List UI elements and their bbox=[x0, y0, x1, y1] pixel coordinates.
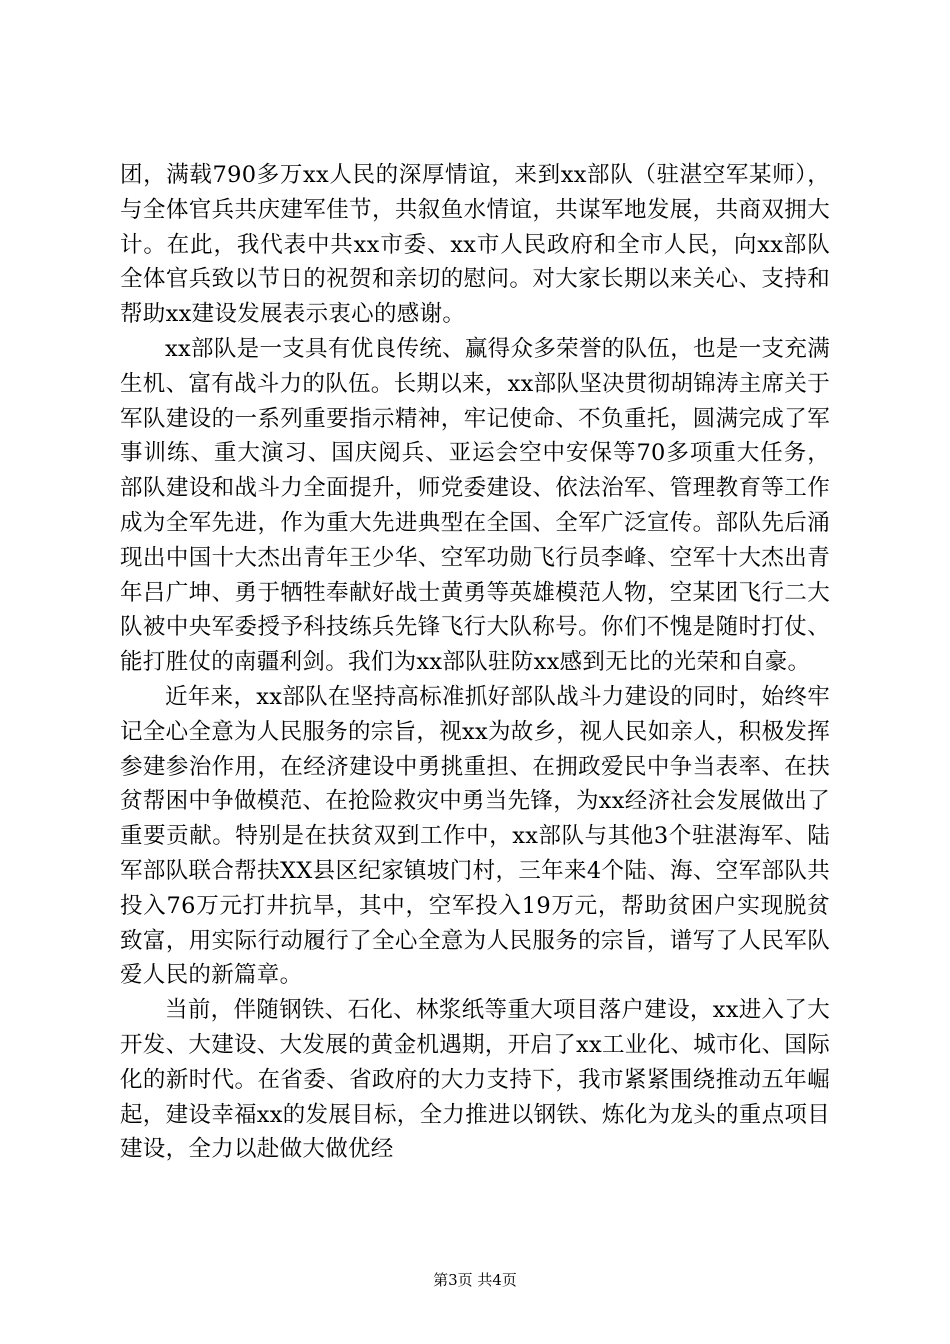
paragraph-civil-support: 近年来，xx部队在坚持高标准抓好部队战斗力建设的同时，始终牢记全心全意为人民服务的宗旨，视xx为故乡，视人民如亲人，积极发挥参建参治作用，在经济建设中勇挑重担、在拥政爱民中争当表率、在扶贫帮困中争做模范、在抢险救灾中勇当先锋，为xx经济社会发展做出了重要贡献。特别是在扶贫双到工作中，xx部队与其他3个驻湛海军、陆军部队联合帮扶XX县区纪家镇坡门村，三年来4个陆、海、空军部队共投入76万元打井抗旱，其中，空军投入19万元，帮助贫困户实现脱贫致富，用实际行动履行了全心全意为人民服务的宗旨，谱写了人民军队爱人民的新篇章。 bbox=[120, 683, 830, 989]
paragraph-development: 当前，伴随钢铁、石化、林浆纸等重大项目落户建设，xx进入了大开发、大建设、大发展的黄金机遇期，开启了xx工业化、城市化、国际化的新时代。在省委、省政府的大力支持下，我市紧紧围绕推动五年崛起，建设幸福xx的发展目标，全力推进以钢铁、炼化为龙头的重点项目建设，全力以赴做大做优经 bbox=[120, 997, 830, 1163]
paragraph-continuation: 团，满载790多万xx人民的深厚情谊，来到xx部队（驻湛空军某师），与全体官兵共庆建军佳节，共叙鱼水情谊，共谋军地发展，共商双拥大计。在此，我代表中共xx市委、xx市人民政府和全市人民，向xx部队全体官兵致以节日的祝贺和亲切的慰问。对大家长期以来关心、支持和帮助xx建设发展表示衷心的感谢。 bbox=[120, 162, 830, 328]
paragraph-troops-honors: xx部队是一支具有优良传统、赢得众多荣誉的队伍，也是一支充满生机、富有战斗力的队伍。长期以来，xx部队坚决贯彻胡锦涛主席关于军队建设的一系列重要指示精神，牢记使命、不负重托，圆满完成了军事训练、重大演习、国庆阅兵、亚运会空中安保等70多项重大任务，部队建设和战斗力全面提升，师党委建设、依法治军、管理教育等工作成为全军先进，作为重大先进典型在全国、全军广泛宣传。部队先后涌现出中国十大杰出青年王少华、空军功勋飞行员李峰、空军十大杰出青年吕广坤、勇于牺牲奉献好战士黄勇等英雄模范人物，空某团飞行二大队被中央军委授予科技练兵先锋飞行大队称号。你们不愧是随时打仗、能打胜仗的南疆利剑。我们为xx部队驻防xx感到无比的光荣和自豪。 bbox=[120, 335, 830, 676]
page-number-footer: 第3页 共4页 bbox=[433, 1271, 517, 1289]
body-text bbox=[120, 158, 830, 1167]
